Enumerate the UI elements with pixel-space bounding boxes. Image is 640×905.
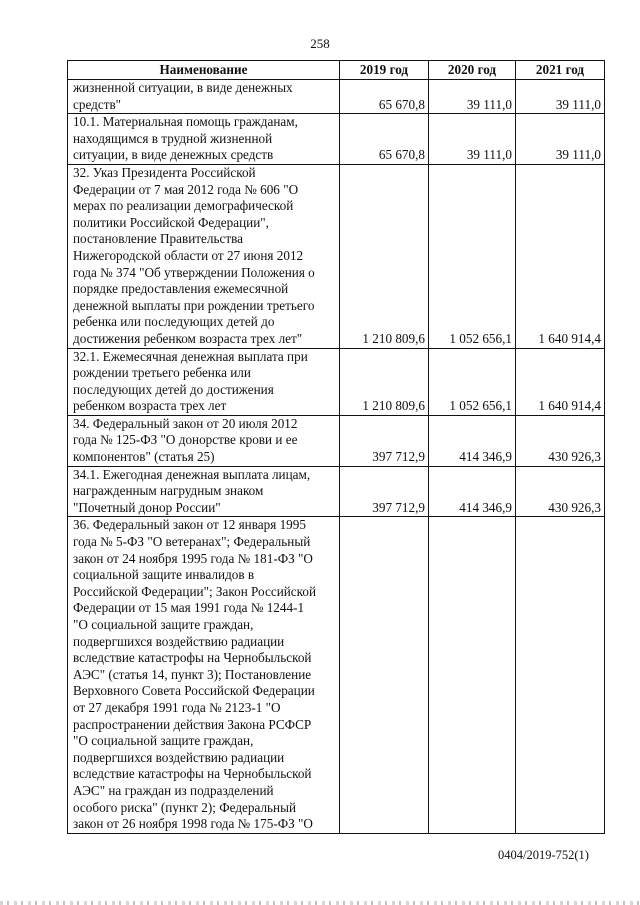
budget-table: [67, 60, 605, 834]
row-name-line: "Почетный донор России": [73, 499, 221, 515]
value-2021: 39 111,0: [516, 80, 605, 114]
row-name-cell: [68, 348, 340, 415]
scan-edge-artifact: [0, 901, 640, 905]
value-2019: 65 670,8: [340, 114, 429, 165]
row-name-line: 34.1. Ежегодная денежная выплата лицам,: [73, 466, 311, 482]
row-name-line: АЭС" (статья 14, пункт 3); Постановление: [73, 666, 312, 682]
row-name-cell: [68, 114, 340, 165]
row-name-line: Федерации от 15 мая 1991 года № 1244-1: [73, 600, 305, 616]
row-name-line: политики Российской Федерации",: [73, 214, 269, 230]
table-row: [68, 466, 605, 517]
value-2021: 1 640 914,4: [516, 348, 605, 415]
row-name-line: закон от 24 ноября 1995 года № 181-ФЗ "О: [73, 550, 313, 566]
row-name-line: 10.1. Материальная помощь гражданам,: [73, 114, 298, 130]
row-name-line: денежной выплаты при рождении третьего: [73, 297, 315, 313]
row-name-line: "О социальной защите граждан,: [73, 733, 254, 749]
row-name-line: года № 374 "Об утверждении Положения о: [73, 264, 315, 280]
table-row: [68, 80, 605, 114]
row-name-line: "О социальной защите граждан,: [73, 617, 254, 632]
header-name: Наименование: [68, 61, 340, 80]
row-name-line: находящимся в трудной жизненной: [73, 130, 273, 146]
row-name-line: вследствие катастрофы на Чернобыльской: [73, 650, 312, 666]
row-name-line: от 27 декабря 1991 года № 2123-1 "О: [73, 699, 281, 715]
row-name-line: ребенка или последующих детей до: [73, 314, 275, 330]
row-name-line: ситуации, в виде денежных средств: [73, 147, 274, 163]
row-name-line: года № 125-ФЗ "О донорстве крови и ее: [73, 432, 298, 448]
value-2021: [516, 517, 605, 833]
row-name-line: подвергшихся воздействию радиации: [73, 749, 285, 765]
table-header-row: [68, 61, 605, 80]
table-body: [68, 80, 605, 834]
row-name-cell: [68, 164, 340, 348]
row-name-cell: [68, 517, 340, 833]
value-2020: 1 052 656,1: [429, 348, 516, 415]
value-2021: 39 111,0: [516, 114, 605, 165]
value-2021: 430 926,3: [516, 466, 605, 517]
value-2019: [340, 517, 429, 833]
value-2020: 1 052 656,1: [429, 164, 516, 348]
row-name-line: жизненной ситуации, в виде денежных: [73, 80, 293, 95]
value-2019: 1 210 809,6: [340, 348, 429, 415]
header-2019: 2019 год: [340, 61, 429, 80]
row-name-line: последующих детей до достижения: [73, 381, 274, 397]
document-code: 0404/2019-752(1): [498, 848, 589, 862]
row-name-line: награжденным нагрудным знаком: [73, 483, 264, 499]
value-2020: [429, 517, 516, 833]
row-name-line: постановление Правительства: [73, 231, 244, 247]
row-name-line: года № 5-ФЗ "О ветеранах"; Федеральный: [73, 534, 311, 550]
value-2019: 397 712,9: [340, 415, 429, 466]
value-2019: 1 210 809,6: [340, 164, 429, 348]
row-name-line: компонентов" (статья 25): [73, 449, 215, 465]
row-name-line: особого риска" (пункт 2); Федеральный: [73, 799, 297, 815]
row-name-cell: [68, 466, 340, 517]
value-2020: 39 111,0: [429, 80, 516, 114]
value-2021: 1 640 914,4: [516, 164, 605, 348]
header-2021: 2021 год: [516, 61, 605, 80]
row-name-line: вследствие катастрофы на Чернобыльской: [73, 766, 312, 782]
row-name-line: распространении действия Закона РСФСР: [73, 716, 312, 732]
row-name-line: 34. Федеральный закон от 20 июля 2012: [73, 415, 298, 431]
table-row: [68, 114, 605, 165]
row-name-line: 32.1. Ежемесячная денежная выплата при: [73, 348, 308, 364]
table-row: [68, 517, 605, 833]
value-2019: 397 712,9: [340, 466, 429, 517]
value-2020: 39 111,0: [429, 114, 516, 165]
row-name-line: средств": [73, 96, 122, 112]
row-name-line: социальной защите инвалидов в: [73, 567, 255, 583]
row-name-line: рождении третьего ребенка или: [73, 365, 251, 381]
row-name-line: подвергшихся воздействию радиации: [73, 633, 285, 649]
table-row: [68, 348, 605, 415]
row-name-line: Российской Федерации"; Закон Российской: [73, 583, 317, 599]
value-2021: 430 926,3: [516, 415, 605, 466]
row-name-line: Верховного Совета Российской Федерации: [73, 683, 315, 699]
row-name-line: 32. Указ Президента Российской: [73, 164, 256, 180]
row-name-cell: [68, 415, 340, 466]
row-name-line: порядке предоставления ежемесячной: [73, 281, 289, 297]
row-name-line: Нижегородской области от 27 июня 2012: [73, 247, 304, 263]
page-number: 258: [310, 36, 330, 51]
value-2020: 414 346,9: [429, 466, 516, 517]
table-row: [68, 164, 605, 348]
table-row: [68, 415, 605, 466]
row-name-line: 36. Федеральный закон от 12 января 1995: [73, 517, 306, 533]
row-name-line: ребенком возраста трех лет: [73, 398, 227, 414]
row-name-line: Федерации от 7 мая 2012 года № 606 "О: [73, 181, 299, 197]
value-2020: 414 346,9: [429, 415, 516, 466]
header-2020: 2020 год: [429, 61, 516, 80]
row-name-cell: [68, 80, 340, 114]
row-name-line: достижения ребенком возраста трех лет": [73, 330, 303, 346]
row-name-line: мерах по реализации демографической: [73, 198, 294, 214]
row-name-line: АЭС" на граждан из подразделений: [73, 782, 274, 798]
row-name-line: закон от 26 ноября 1998 года № 175-ФЗ "О: [73, 816, 313, 832]
value-2019: 65 670,8: [340, 80, 429, 114]
